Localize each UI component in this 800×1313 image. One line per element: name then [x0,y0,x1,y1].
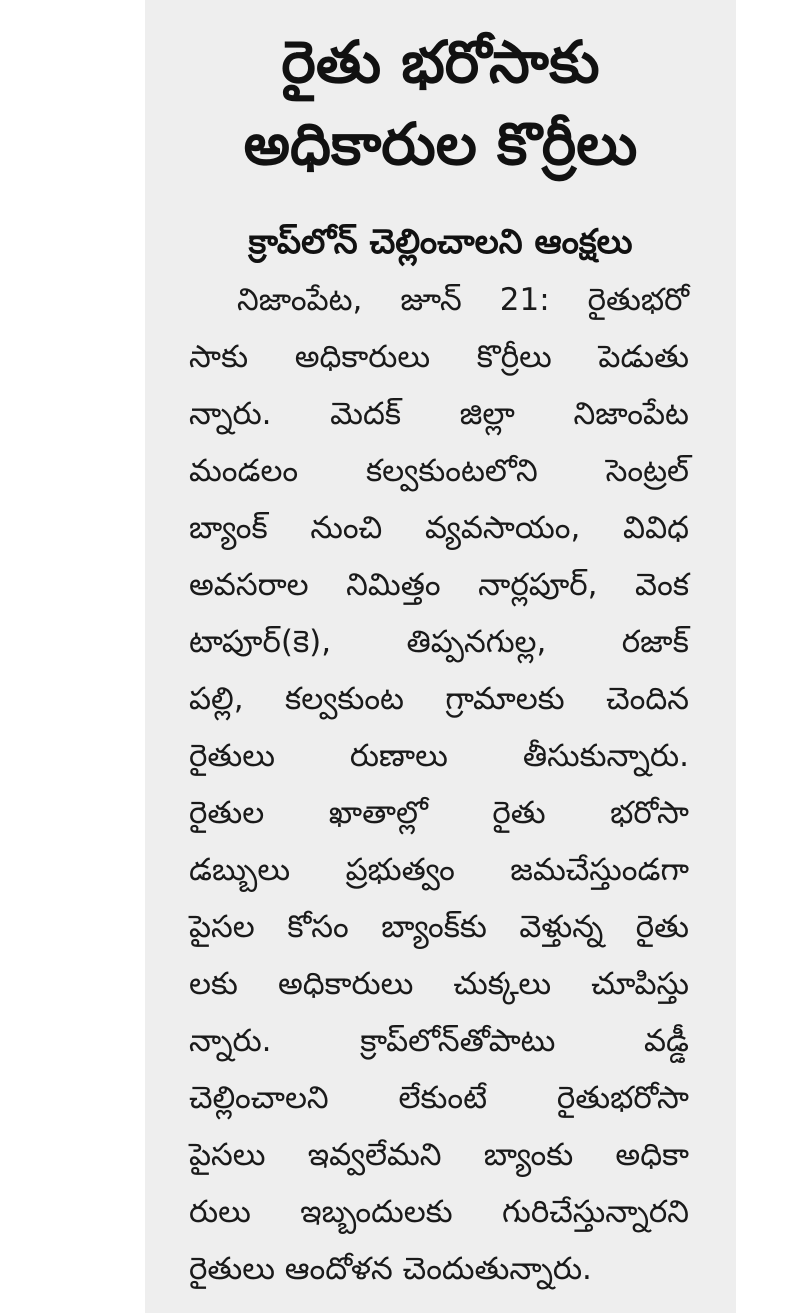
body-line: సాకు అధికారులు కొర్రీలు పెడుతు [189,339,689,375]
body-line: రైతులు ఆందోళన చెందుతున్నారు. [189,1251,592,1287]
body-line: డబ్బులు ప్రభుత్వం జమచేస్తుండగా [189,852,689,888]
news-clipping [145,0,736,1313]
body-line: చెల్లించాలని లేకుంటే రైతుభరోసా [189,1080,689,1116]
body-line: రులు ఇబ్బందులకు గురిచేస్తున్నారని [189,1194,689,1230]
body-line: బ్యాంక్ నుంచి వ్యవసాయం, వివిధ [189,510,689,546]
body-line: నిజాంపేట, జూన్ 21: రైతుభరో [237,282,689,318]
body-line: అవసరాల నిమిత్తం నార్లపూర్, వెంక [189,567,689,603]
body-line: పైసల కోసం బ్యాంక్‌కు వెళ్తున్న రైతు [189,909,689,945]
body-line: టాపూర్(కె), తిప్పనగుల్ల, రజాక్ [189,624,689,660]
headline-line-1: రైతు భరోసాకు [281,28,600,96]
subheadline: క్రాప్‌లోన్ చెల్లించాలని ఆంక్షలు [248,222,633,262]
body-line: పల్లి, కల్వకుంట గ్రామాలకు చెందిన [189,681,689,717]
body-line: రైతుల ఖాతాల్లో రైతు భరోసా [189,795,689,831]
body-line: పైసలు ఇవ్వలేమని బ్యాంకు అధికా [189,1137,689,1173]
body-line: న్నారు. మెదక్ జిల్లా నిజాంపేట [189,396,689,432]
body-line: మండలం కల్వకుంటలోని సెంట్రల్ [189,453,689,489]
body-line: లకు అధికారులు చుక్కలు చూపిస్తు [189,966,689,1002]
body-line: రైతులు రుణాలు తీసుకున్నారు. [189,738,689,774]
headline-line-2: అధికారుల కొర్రీలు [243,110,638,178]
body-line: న్నారు. క్రాప్‌లోన్‌తోపాటు వడ్డీ [189,1023,689,1059]
